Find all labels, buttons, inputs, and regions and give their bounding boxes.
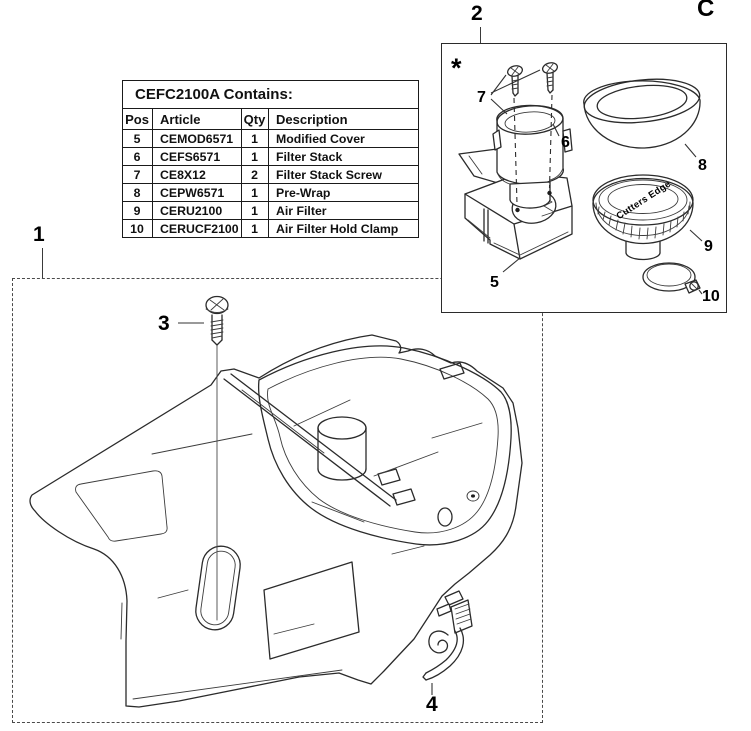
cell-description: Filter Stack Screw	[269, 166, 419, 184]
air-filter-drawing	[593, 175, 693, 260]
cell-article: CERUCF2100	[153, 220, 242, 238]
table-row	[123, 184, 419, 202]
callout-part-10: 10	[702, 288, 720, 305]
stack-screws-drawing	[506, 61, 558, 96]
cell-article: CEPW6571	[153, 184, 242, 202]
pre-wrap-drawing	[582, 74, 702, 148]
callout-part-9: 9	[704, 238, 713, 255]
col-header-description: Description	[269, 109, 419, 130]
hold-clamp-drawing	[643, 263, 700, 293]
modified-cover-drawing	[30, 335, 522, 707]
cell-pos: 10	[123, 220, 153, 238]
callout-1-leader-line	[42, 248, 43, 278]
kit-contents-box	[441, 43, 727, 313]
cell-pos: 9	[123, 202, 153, 220]
cell-qty: 1	[242, 220, 269, 238]
cell-article: CERU2100	[153, 202, 242, 220]
table-row	[123, 130, 419, 148]
cell-qty: 1	[242, 202, 269, 220]
cell-qty: 2	[242, 166, 269, 184]
callout-part-5: 5	[490, 274, 499, 291]
table-row	[123, 220, 419, 238]
cell-article: CE8X12	[153, 166, 242, 184]
cell-article: CEFS6571	[153, 148, 242, 166]
parts-table-title-row	[123, 81, 419, 109]
cell-qty: 1	[242, 184, 269, 202]
callout-part-8: 8	[698, 157, 707, 174]
callout-group-1: 1	[33, 223, 45, 246]
cell-pos: 8	[123, 184, 153, 202]
main-cover-diagram	[12, 278, 543, 723]
callout-part-7: 7	[477, 89, 486, 106]
cell-pos: 6	[123, 148, 153, 166]
cell-article: CEMOD6571	[153, 130, 242, 148]
callout-part-3: 3	[158, 312, 170, 335]
air-filter-brand-text: Cutters Edge	[614, 178, 674, 222]
col-header-pos: Pos	[123, 109, 153, 130]
parts-table	[122, 80, 419, 238]
cell-description: Pre-Wrap	[269, 184, 419, 202]
cell-pos: 7	[123, 166, 153, 184]
parts-table-title: CEFC2100A Contains:	[123, 81, 419, 109]
callout-group-2: 2	[471, 2, 483, 25]
cell-qty: 1	[242, 148, 269, 166]
table-row	[123, 202, 419, 220]
asterisk-note: *	[451, 53, 462, 83]
table-row	[123, 166, 419, 184]
cell-description: Air Filter Hold Clamp	[269, 220, 419, 238]
col-header-article: Article	[153, 109, 242, 130]
cell-pos: 5	[123, 130, 153, 148]
callout-part-6: 6	[561, 134, 570, 151]
table-row	[123, 148, 419, 166]
cell-description: Air Filter	[269, 202, 419, 220]
col-header-qty: Qty	[242, 109, 269, 130]
cell-description: Modified Cover	[269, 130, 419, 148]
callout-2-leader-line	[480, 27, 481, 43]
cell-description: Filter Stack	[269, 148, 419, 166]
cell-qty: 1	[242, 130, 269, 148]
page-index-letter: C	[697, 0, 715, 22]
kit-exploded-diagram	[442, 44, 725, 311]
parts-table-header-row	[123, 109, 419, 130]
callout-part-4: 4	[426, 693, 438, 716]
